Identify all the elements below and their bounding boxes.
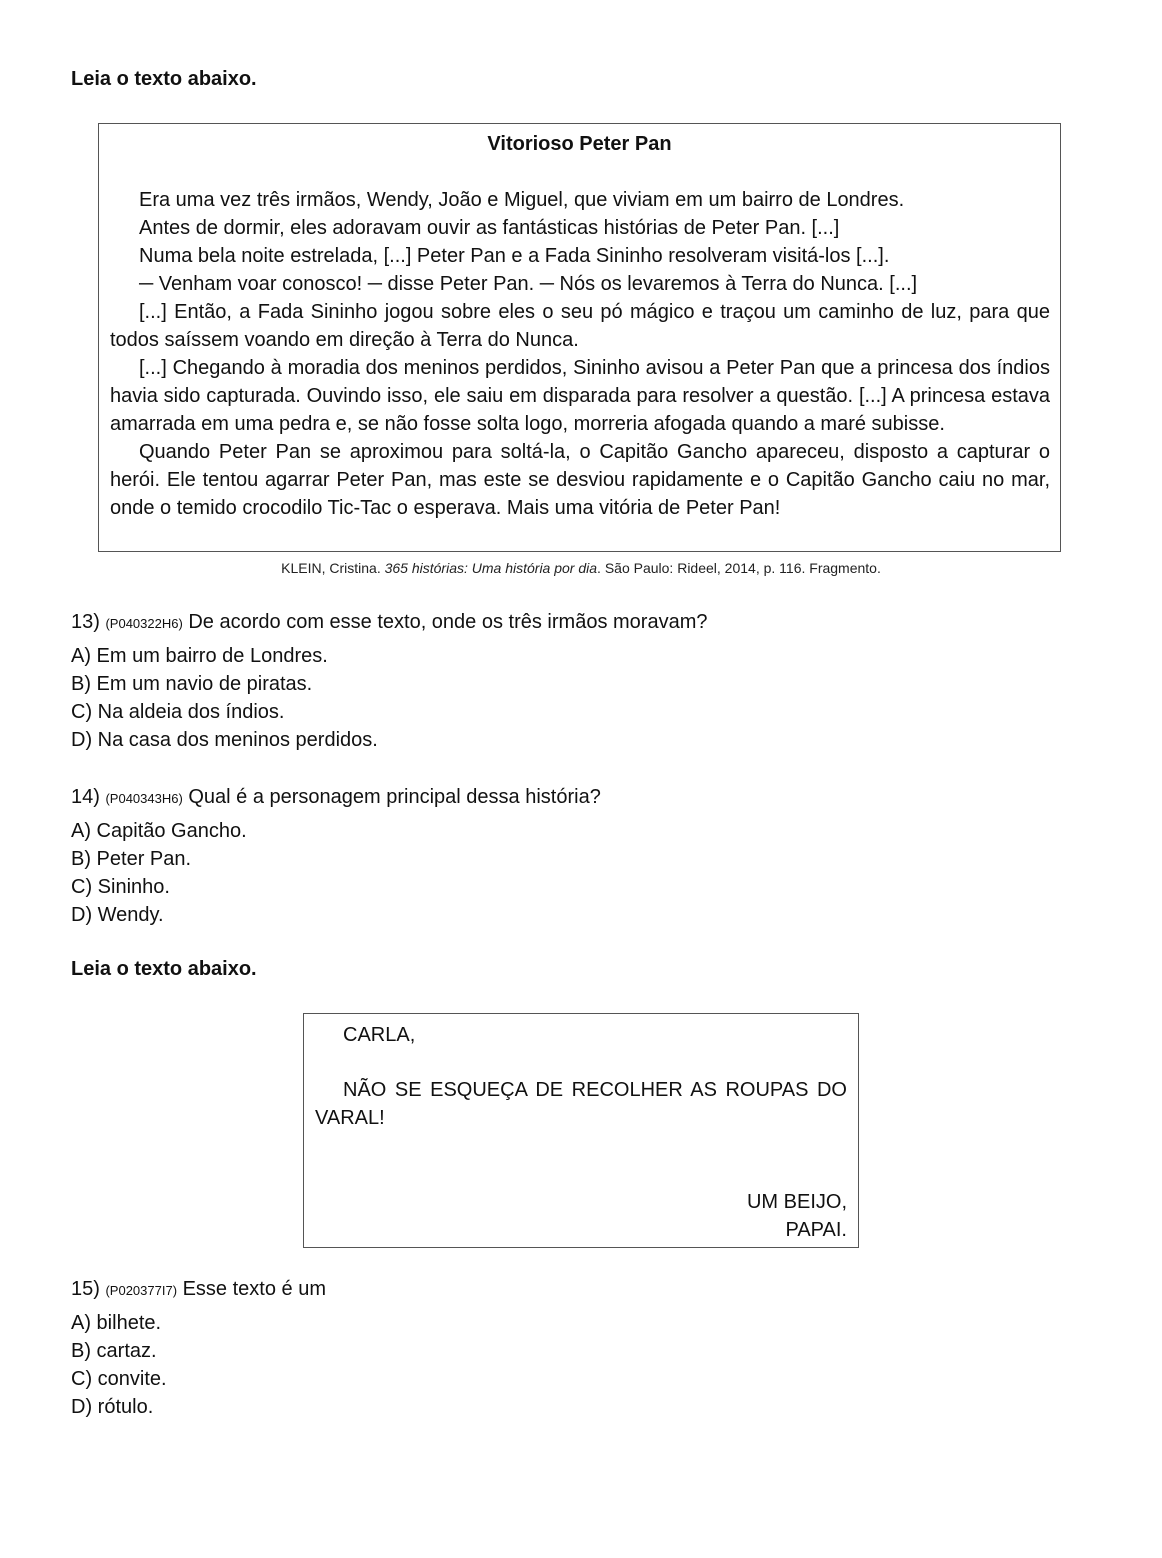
question-code: (P020377I7)	[105, 1283, 178, 1298]
citation-work: 365 histórias: Uma história por dia	[384, 560, 598, 576]
question-stem	[71, 783, 601, 813]
story-paragraph: Numa bela noite estrelada, [...] Peter Pan e a Fada Sininho resolveram visitá-los [...].	[139, 245, 890, 267]
citation-rest: . São Paulo: Rideel, 2014, p. 116. Fragmento.	[597, 560, 881, 576]
option-c[interactable]: C) convite.	[71, 1368, 167, 1390]
option-b[interactable]: B) cartaz.	[71, 1340, 157, 1362]
option-a[interactable]: A) Capitão Gancho.	[71, 820, 247, 842]
note-greeting: CARLA,	[343, 1024, 416, 1046]
story-paragraph: [...] Chegando à moradia dos meninos perdidos, Sininho avisou a Peter Pan que a princesa dos índios havia sido capturada. Ouvindo isso, ele saiu em disparada para resolver a questão. [...] A princesa estava amarrada em uma pedra e, se não fosse solta logo, morreria afogada quando a maré subisse.	[110, 357, 1050, 435]
note-signature: PAPAI.	[785, 1219, 847, 1241]
option-d[interactable]: D) Na casa dos meninos perdidos.	[71, 729, 378, 751]
question-text: Esse texto é um	[182, 1278, 326, 1300]
option-b[interactable]: B) Peter Pan.	[71, 848, 192, 870]
story-paragraph: [...] Então, a Fada Sininho jogou sobre eles o seu pó mágico e traçou um caminho de luz, para que todos saíssem voando em direção à Terra do Nunca.	[110, 301, 1050, 351]
question-code: (P040322H6)	[105, 616, 183, 631]
question-stem	[71, 1275, 326, 1305]
story-box	[98, 123, 1061, 552]
citation-author: KLEIN, Cristina.	[281, 560, 381, 576]
question-13	[71, 608, 707, 754]
question-number: 15)	[71, 1278, 100, 1300]
option-c[interactable]: C) Na aldeia dos índios.	[71, 701, 285, 723]
option-c[interactable]: C) Sininho.	[71, 876, 170, 898]
note-box	[303, 1013, 859, 1248]
question-15	[71, 1275, 326, 1421]
option-d[interactable]: D) Wendy.	[71, 904, 164, 926]
option-d[interactable]: D) rótulo.	[71, 1396, 154, 1418]
question-14	[71, 783, 601, 929]
option-a[interactable]: A) bilhete.	[71, 1312, 162, 1334]
story-citation	[0, 560, 1162, 576]
option-list	[71, 1309, 326, 1421]
option-list	[71, 642, 707, 754]
question-stem	[71, 608, 707, 638]
instruction-heading-2: Leia o texto abaixo.	[71, 958, 257, 980]
story-paragraph: Era uma vez três irmãos, Wendy, João e Miguel, que viviam em um bairro de Londres.	[139, 189, 905, 211]
story-paragraph: ─ Venham voar conosco! ─ disse Peter Pan. ─ Nós os levaremos à Terra do Nunca. [...]	[139, 273, 918, 295]
question-number: 13)	[71, 611, 100, 633]
note-message: NÃO SE ESQUEÇA DE RECOLHER AS ROUPAS DO VARAL!	[315, 1079, 847, 1129]
question-text: De acordo com esse texto, onde os três irmãos moravam?	[188, 611, 708, 633]
instruction-heading-1: Leia o texto abaixo.	[71, 68, 257, 90]
question-number: 14)	[71, 786, 100, 808]
option-b[interactable]: B) Em um navio de piratas.	[71, 673, 313, 695]
note-closing: UM BEIJO,	[746, 1191, 847, 1213]
question-code: (P040343H6)	[105, 791, 183, 806]
option-a[interactable]: A) Em um bairro de Londres.	[71, 645, 328, 667]
story-paragraph: Quando Peter Pan se aproximou para soltá-la, o Capitão Gancho apareceu, disposto a capturar o herói. Ele tentou agarrar Peter Pan, mas este se desviou rapidamente e o Capitão Gancho caiu no mar, onde o temido crocodilo Tic-Tac o esperava. Mais uma vitória de Peter Pan!	[110, 441, 1050, 519]
question-text: Qual é a personagem principal dessa história?	[188, 786, 601, 808]
story-text	[110, 186, 1050, 522]
story-title: Vitorioso Peter Pan	[487, 133, 672, 155]
note-signature-block	[747, 1188, 847, 1244]
option-list	[71, 817, 601, 929]
story-paragraph: Antes de dormir, eles adoravam ouvir as fantásticas histórias de Peter Pan. [...]	[139, 217, 840, 239]
